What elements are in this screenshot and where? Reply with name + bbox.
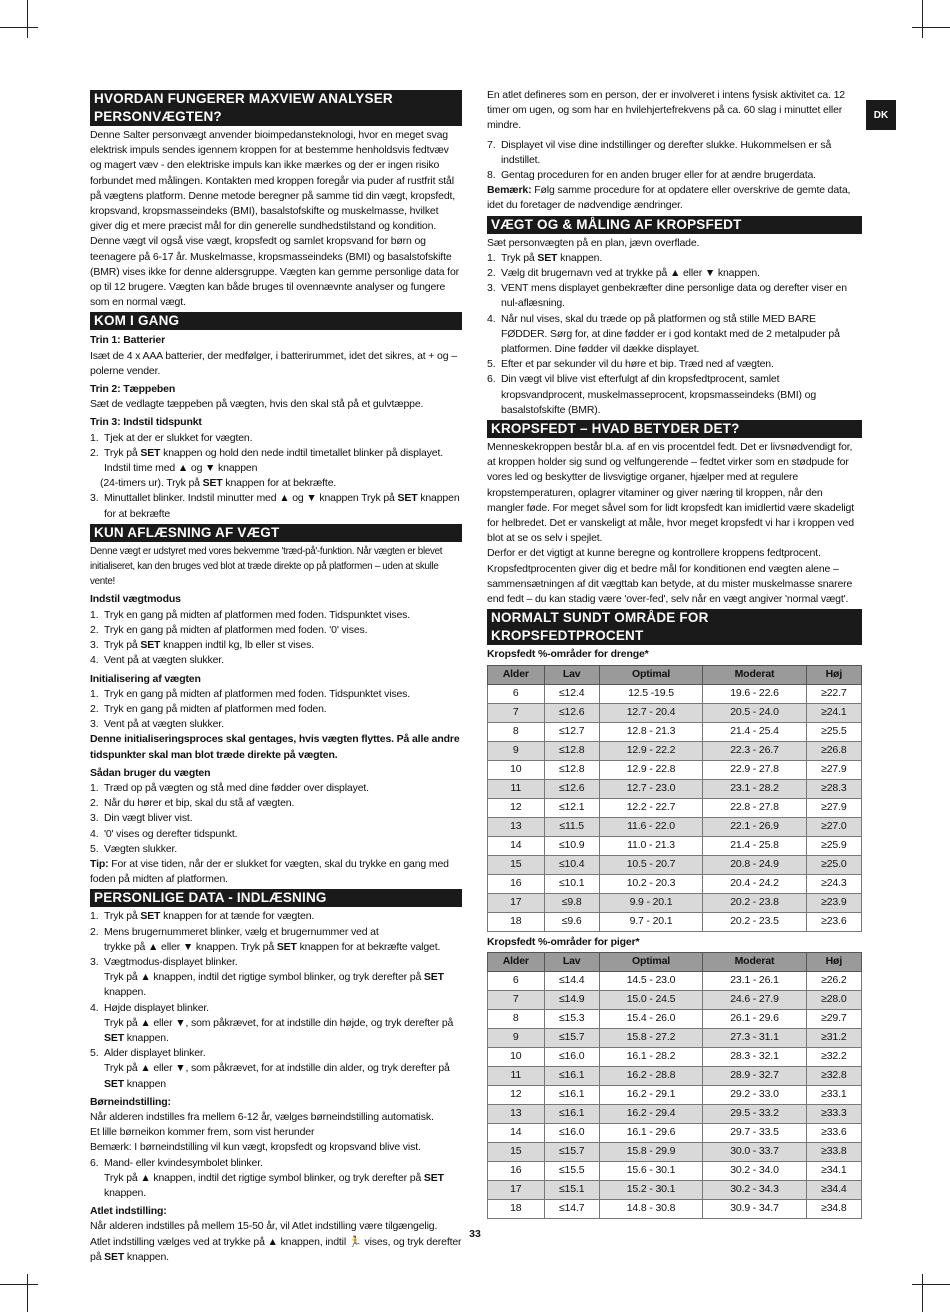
table-cell: 10 bbox=[488, 760, 545, 779]
column-header: Moderat bbox=[703, 952, 806, 971]
subheading: Atlet indstilling: bbox=[90, 1205, 167, 1218]
list-continuation: Tryk på ▲ knappen, indtil det rigtige symbol blinker, og tryk derefter på SET knappen. bbox=[104, 1171, 444, 1199]
crop-mark bbox=[27, 1274, 28, 1312]
table-cell: 16.2 - 29.4 bbox=[599, 1104, 702, 1123]
table-cell: ≤10.9 bbox=[544, 836, 599, 855]
measure-intro: Sæt personvægten på en plan, jævn overflade. bbox=[487, 236, 700, 249]
table-row bbox=[488, 741, 862, 760]
list-item: 1. Træd op på vægten og stå med dine fødder over displayet. bbox=[90, 781, 369, 794]
list-item: 3. Minuttallet blinker. Indstil minutter med ▲ og ▼ knappen Tryk på SET knappen for at bekræfte bbox=[90, 492, 460, 520]
table-cell: 16.1 - 28.2 bbox=[599, 1047, 702, 1066]
table-cell: 9 bbox=[488, 741, 545, 760]
table-header-row bbox=[488, 952, 862, 971]
table-row bbox=[488, 760, 862, 779]
list-item: 2. Mens brugernummeret blinker, vælg et brugernummer ved at bbox=[90, 925, 379, 938]
athlete-text: på SET knappen. bbox=[90, 1250, 169, 1263]
crop-mark bbox=[0, 1284, 38, 1285]
table-cell: 11.6 - 22.0 bbox=[599, 817, 702, 836]
section-heading: KOM I GANG bbox=[90, 312, 462, 330]
table-row bbox=[488, 912, 862, 931]
table-cell: 15.0 - 24.5 bbox=[599, 990, 702, 1009]
table-cell: 12 bbox=[488, 1085, 545, 1104]
table-cell: 14.8 - 30.8 bbox=[599, 1199, 702, 1218]
table-cell: ≤15.7 bbox=[544, 1028, 599, 1047]
list-item: 1. Tjek at der er slukket for vægten. bbox=[90, 431, 253, 444]
table-cell: 12.9 - 22.2 bbox=[599, 741, 702, 760]
table-row bbox=[488, 1085, 862, 1104]
table-cell: 7 bbox=[488, 990, 545, 1009]
table-cell: 8 bbox=[488, 1009, 545, 1028]
table-row bbox=[488, 1104, 862, 1123]
table-cell: 14.5 - 23.0 bbox=[599, 971, 702, 990]
list-item: 3. VENT mens displayet genbekræfter dine personlige data og derefter viser en nul-aflæsning. bbox=[487, 282, 847, 310]
subheading: Indstil vægtmodus bbox=[90, 593, 181, 606]
table-cell: ≥26.8 bbox=[806, 741, 861, 760]
athlete-text: Atlet indstilling vælges ved at trykke på ▲ knappen, indtil 🏃 vises, og tryk derefter bbox=[90, 1235, 462, 1248]
table-row bbox=[488, 1161, 862, 1180]
table-cell: ≥23.9 bbox=[806, 893, 861, 912]
crop-mark bbox=[27, 0, 28, 38]
table-cell: 15 bbox=[488, 1142, 545, 1161]
table-cell: ≥27.9 bbox=[806, 760, 861, 779]
table-cell: 23.1 - 26.1 bbox=[703, 971, 806, 990]
column-header: Moderat bbox=[703, 665, 806, 684]
table-cell: ≥25.9 bbox=[806, 836, 861, 855]
table-cell: 16 bbox=[488, 1161, 545, 1180]
table-cell: ≥26.2 bbox=[806, 971, 861, 990]
table-cell: 20.2 - 23.8 bbox=[703, 893, 806, 912]
table-cell: ≤12.1 bbox=[544, 798, 599, 817]
table-row bbox=[488, 874, 862, 893]
step-text: Isæt de 4 x AAA batterier, der medfølger, i batterirummet, idet det sikres, at + og – polerne vender. bbox=[90, 349, 457, 377]
column-header: Alder bbox=[488, 665, 545, 684]
table-cell: 9.9 - 20.1 bbox=[599, 893, 702, 912]
table-row bbox=[488, 703, 862, 722]
init-note: Denne initialiseringsproces skal gentages, hvis vægten flyttes. På alle andre tidspunkter skal man blot træde direkte på vægten. bbox=[90, 733, 460, 761]
table-cell: ≤15.7 bbox=[544, 1142, 599, 1161]
column-header: Optimal bbox=[599, 665, 702, 684]
page-number: 33 bbox=[469, 1228, 481, 1240]
crop-mark bbox=[912, 1284, 950, 1285]
table-cell: 14 bbox=[488, 1123, 545, 1142]
table-cell: 20.5 - 24.0 bbox=[703, 703, 806, 722]
table-row bbox=[488, 1009, 862, 1028]
table-cell: 30.2 - 34.3 bbox=[703, 1180, 806, 1199]
table-cell: ≤16.0 bbox=[544, 1047, 599, 1066]
table-row bbox=[488, 1047, 862, 1066]
table-cell: 21.4 - 25.4 bbox=[703, 722, 806, 741]
table-cell: 27.3 - 31.1 bbox=[703, 1028, 806, 1047]
column-header: Lav bbox=[544, 665, 599, 684]
language-tab: DK bbox=[866, 100, 896, 130]
table-cell: 29.5 - 33.2 bbox=[703, 1104, 806, 1123]
table-cell: ≤16.0 bbox=[544, 1123, 599, 1142]
table-cell: 30.0 - 33.7 bbox=[703, 1142, 806, 1161]
table-row bbox=[488, 990, 862, 1009]
table-cell: 17 bbox=[488, 1180, 545, 1199]
step-list bbox=[487, 251, 862, 418]
table-cell: 16.1 - 29.6 bbox=[599, 1123, 702, 1142]
crop-mark bbox=[922, 1274, 923, 1312]
subheading: Initialisering af vægten bbox=[90, 672, 201, 685]
table-cell: 14 bbox=[488, 836, 545, 855]
list-item: 3. Vent på at vægten slukker. bbox=[90, 718, 224, 731]
list-item: 4. Højde displayet blinker. bbox=[90, 1001, 209, 1014]
table-cell: ≤16.1 bbox=[544, 1066, 599, 1085]
table-cell: 12.7 - 20.4 bbox=[599, 703, 702, 722]
step-list bbox=[90, 1156, 462, 1171]
table-row bbox=[488, 1028, 862, 1047]
table-cell: ≥27.9 bbox=[806, 798, 861, 817]
table-cell: 16 bbox=[488, 874, 545, 893]
table-cell: 13 bbox=[488, 1104, 545, 1123]
table-row bbox=[488, 836, 862, 855]
table-cell: ≥32.8 bbox=[806, 1066, 861, 1085]
tip-text: Tip: For at vise tiden, når der er slukket for vægten, skal du trykke en gang med foden på midten af platformen. bbox=[90, 857, 449, 886]
intro-paragraph: Denne Salter personvægt anvender bioimpedansteknologi, hvor en meget svag elektrisk impuls sendes igennem kroppen for at bestemme henholdsvis fedtvæv og magert væv - den elektriske impuls kan ikke mærkes og der er ingen risiko forbundet med målingen. Kontakten med kroppen foregår via puder af rustfrit stål på vægtens platform. Denne metode beregner på samme tid din vægt, kropsfedt, kropsvand, kropsmasseindeks (BMI), basalstofskifte og muskelmasse, hvilket giver dig et mere præcist mål for din generelle sundhedstilstand og kondition. Denne vægt vil også vise vægt, kropsfedt og samlet kropsvand for børn og teenagere på 6-17 år. Muskelmasse, kropsmasseindeks (BMI) og basalstofskifte (BMR) vises ikke for denne aldersgruppe. Vægten kan gemme personlige data for op til 12 brugere. Vægten kan både bruges til ovennævnte analyser og fungere som en normal vægt. bbox=[90, 129, 459, 309]
table-cell: ≤12.8 bbox=[544, 760, 599, 779]
list-item: 7. Displayet vil vise dine indstillinger og derefter slukke. Hukommelsen er så indstillet. bbox=[487, 138, 832, 166]
table-cell: 16.2 - 29.1 bbox=[599, 1085, 702, 1104]
table-cell: 30.2 - 34.0 bbox=[703, 1161, 806, 1180]
table-cell: ≤14.4 bbox=[544, 971, 599, 990]
table-cell: ≤9.6 bbox=[544, 912, 599, 931]
section-heading: HVORDAN FUNGERER MAXVIEW ANALYSER PERSONVÆGTEN? bbox=[90, 90, 462, 126]
list-item: 2. Tryk en gang på midten af platformen med foden. bbox=[90, 702, 327, 715]
table-cell: 8 bbox=[488, 722, 545, 741]
table-cell: 12 bbox=[488, 798, 545, 817]
table-row bbox=[488, 1123, 862, 1142]
table-cell: 19.6 - 22.6 bbox=[703, 684, 806, 703]
subheading: Børneindstilling: bbox=[90, 1095, 171, 1108]
table-cell: 12.7 - 23.0 bbox=[599, 779, 702, 798]
list-item: 2. Når du hører et bip, skal du stå af vægten. bbox=[90, 797, 295, 810]
table-cell: 18 bbox=[488, 912, 545, 931]
list-item: 1. Tryk en gang på midten af platformen med foden. Tidspunktet vises. bbox=[90, 608, 411, 621]
step-title: Trin 3: Indstil tidspunkt bbox=[90, 416, 202, 429]
table-cell: ≥27.0 bbox=[806, 817, 861, 836]
table-cell: 29.2 - 33.0 bbox=[703, 1085, 806, 1104]
table-cell: ≤15.5 bbox=[544, 1161, 599, 1180]
list-item: 3. Tryk på SET knappen indtil kg, lb eller st vises. bbox=[90, 639, 314, 652]
list-item: 2. Vælg dit brugernavn ved at trykke på ▲ eller ▼ knappen. bbox=[487, 267, 760, 280]
athlete-definition: En atlet defineres som en person, der er involveret i intens fysisk aktivitet ca. 12 timer om ugen, og som har en hvilehjertefrekvens på ca. 60 slag i minuttet eller mindre. bbox=[487, 89, 845, 132]
list-continuation: (24-timers ur). Tryk på SET knappen for at bekræfte. bbox=[100, 477, 337, 490]
table-row bbox=[488, 817, 862, 836]
table-cell: ≥33.3 bbox=[806, 1104, 861, 1123]
table-cell: 10 bbox=[488, 1047, 545, 1066]
table-caption: Kropsfedt %-områder for drenge* bbox=[487, 648, 649, 661]
table-cell: ≤15.3 bbox=[544, 1009, 599, 1028]
list-item: 4. Vent på at vægten slukker. bbox=[90, 654, 224, 667]
table-cell: ≤10.1 bbox=[544, 874, 599, 893]
table-cell: 9.7 - 20.1 bbox=[599, 912, 702, 931]
list-item: 5. Efter et par sekunder vil du høre et bip. Træd ned af vægten. bbox=[487, 358, 774, 371]
step-title: Trin 1: Batterier bbox=[90, 334, 166, 347]
table-row bbox=[488, 893, 862, 912]
table-cell: 15.4 - 26.0 bbox=[599, 1009, 702, 1028]
table-cell: ≤12.4 bbox=[544, 684, 599, 703]
table-cell: 12.8 - 21.3 bbox=[599, 722, 702, 741]
table-cell: ≥34.1 bbox=[806, 1161, 861, 1180]
table-cell: ≥29.7 bbox=[806, 1009, 861, 1028]
table-cell: ≥33.1 bbox=[806, 1085, 861, 1104]
list-item: 1. Tryk en gang på midten af platformen med foden. Tidspunktet vises. bbox=[90, 687, 411, 700]
table-cell: 15.2 - 30.1 bbox=[599, 1180, 702, 1199]
list-item: 3. Vægtmodus-displayet blinker. bbox=[90, 955, 238, 968]
step-list bbox=[90, 909, 462, 939]
list-item: 6. Mand- eller kvindesymbolet blinker. bbox=[90, 1156, 263, 1169]
column-header: Lav bbox=[544, 952, 599, 971]
table-cell: 12.5 -19.5 bbox=[599, 684, 702, 703]
step-list bbox=[90, 431, 462, 477]
step-list bbox=[90, 955, 462, 970]
table-cell: 18 bbox=[488, 1199, 545, 1218]
list-continuation: Tryk på ▲ knappen, indtil det rigtige symbol blinker, og tryk derefter på SET knappen. bbox=[104, 971, 444, 999]
table-cell: 28.9 - 32.7 bbox=[703, 1066, 806, 1085]
list-continuation: trykke på ▲ eller ▼ knappen. Tryk på SET knappen for at bekræfte valget. bbox=[104, 940, 441, 953]
table-row bbox=[488, 798, 862, 817]
table-cell: ≤14.9 bbox=[544, 990, 599, 1009]
column-header: Høj bbox=[806, 665, 861, 684]
child-text: Når alderen indstilles fra mellem 6-12 år, vælges børneindstilling automatisk. bbox=[90, 1110, 434, 1123]
note-text: Bemærk: Følg samme procedure for at opdatere eller overskrive de gemte data, idet du foretager de nødvendige ændringer. bbox=[487, 184, 851, 212]
list-item: 1. Tryk på SET knappen for at tænde for vægten. bbox=[90, 910, 315, 923]
table-cell: ≤16.1 bbox=[544, 1085, 599, 1104]
table-cell: 11 bbox=[488, 779, 545, 798]
step-list bbox=[90, 1046, 462, 1061]
step-list bbox=[90, 491, 462, 521]
table-cell: ≤12.6 bbox=[544, 703, 599, 722]
list-item: 2. Tryk på SET knappen og hold den nede indtil timetallet blinker på displayet. Indstil time med ▲ og ▼ knappen bbox=[90, 446, 444, 475]
table-cell: ≤9.8 bbox=[544, 893, 599, 912]
body-fat-paragraph: Menneskekroppen består bl.a. af en vis procentdel fedt. Det er livsnødvendigt for, at kroppen holder sig sund og velfungerende – fedtet virker som en stødpude for vores led og beskytter de livsvigtige organer, hjælper med at regulere kropstemperaturen, oplagrer vitaminer og giver næring til kroppen, når den mangler føde. For meget såvel som for lidt kropsfedt kan imidlertid være skadeligt for helbredet. Det er vanskeligt at måle, hvor meget kropsfedt vi har i kroppen ved blot at se os selv i spejlet. bbox=[487, 441, 855, 545]
table-cell: 20.4 - 24.2 bbox=[703, 874, 806, 893]
table-row bbox=[488, 1199, 862, 1218]
table-cell: 22.9 - 27.8 bbox=[703, 760, 806, 779]
girls-table bbox=[487, 952, 862, 1219]
list-item: 4. Når nul vises, skal du træde op på platformen og stå stille MED BARE FØDDER. Sørg for, at dine fødder er i god kontakt med de 2 metalpuder på platformen. Dine fødder vil dække displayet. bbox=[487, 312, 840, 356]
step-list bbox=[90, 781, 462, 857]
table-cell: ≥24.3 bbox=[806, 874, 861, 893]
column-header: Alder bbox=[488, 952, 545, 971]
table-caption: Kropsfedt %-områder for piger* bbox=[487, 935, 640, 948]
column-header: Optimal bbox=[599, 952, 702, 971]
table-cell: 16.2 - 28.8 bbox=[599, 1066, 702, 1085]
table-cell: 22.8 - 27.8 bbox=[703, 798, 806, 817]
table-cell: ≥23.6 bbox=[806, 912, 861, 931]
table-cell: 11.0 - 21.3 bbox=[599, 836, 702, 855]
table-cell: ≤16.1 bbox=[544, 1104, 599, 1123]
list-item: 6. Din vægt vil blive vist efterfulgt af din kropsfedtprocent, samlet kropsvandprocent, muskelmasseprocent, kropsmasseindeks (BMI) og basalstofskifte (BMR). bbox=[487, 373, 817, 416]
table-cell: 12.9 - 22.8 bbox=[599, 760, 702, 779]
child-text: Bemærk: I børneindstilling vil kun vægt, kropsfedt og kropsvand blive vist. bbox=[90, 1141, 421, 1154]
table-row bbox=[488, 855, 862, 874]
table-cell: 15.6 - 30.1 bbox=[599, 1161, 702, 1180]
table-cell: 30.9 - 34.7 bbox=[703, 1199, 806, 1218]
table-cell: ≥24.1 bbox=[806, 703, 861, 722]
table-cell: ≥34.8 bbox=[806, 1199, 861, 1218]
table-cell: 11 bbox=[488, 1066, 545, 1085]
step-list bbox=[90, 687, 462, 733]
table-cell: ≤15.1 bbox=[544, 1180, 599, 1199]
table-cell: 21.4 - 25.8 bbox=[703, 836, 806, 855]
table-row bbox=[488, 1142, 862, 1161]
step-title: Trin 2: Tæppeben bbox=[90, 383, 176, 396]
section-heading: PERSONLIGE DATA - INDLÆSNING bbox=[90, 889, 462, 907]
table-cell: 26.1 - 29.6 bbox=[703, 1009, 806, 1028]
crop-mark bbox=[0, 27, 38, 28]
table-row bbox=[488, 779, 862, 798]
list-item: 5. Vægten slukker. bbox=[90, 842, 178, 855]
step-list bbox=[90, 608, 462, 669]
table-cell: ≥31.2 bbox=[806, 1028, 861, 1047]
table-row bbox=[488, 1066, 862, 1085]
left-column bbox=[90, 88, 462, 1265]
table-cell: ≤10.4 bbox=[544, 855, 599, 874]
list-continuation: Tryk på ▲ eller ▼, som påkrævet, for at indstille din højde, og tryk derefter på SET knappen. bbox=[104, 1016, 454, 1044]
step-on-paragraph: Denne vægt er udstyret med vores bekvemme 'træd-på'-funktion. Når vægten er blevet initialiseret, kan den bruges ved blot at træde direkte op på platformen – uden at skulle vente! bbox=[90, 545, 443, 588]
step-list bbox=[90, 1001, 462, 1016]
table-cell: ≤12.8 bbox=[544, 741, 599, 760]
child-text: Et lille børneikon kommer frem, som vist herunder bbox=[90, 1126, 315, 1139]
list-item: 8. Gentag proceduren for en anden bruger eller for at ændre brugerdata. bbox=[487, 169, 816, 182]
table-row bbox=[488, 722, 862, 741]
section-heading: NORMALT SUNDT OMRÅDE FOR KROPSFEDTPROCENT bbox=[487, 609, 862, 645]
table-cell: ≤14.7 bbox=[544, 1199, 599, 1218]
table-cell: ≥33.6 bbox=[806, 1123, 861, 1142]
table-cell: 15 bbox=[488, 855, 545, 874]
table-cell: ≥28.3 bbox=[806, 779, 861, 798]
table-cell: 20.2 - 23.5 bbox=[703, 912, 806, 931]
crop-mark bbox=[912, 27, 950, 28]
right-column bbox=[487, 88, 862, 1222]
section-heading: VÆGT OG & MÅLING AF KROPSFEDT bbox=[487, 216, 862, 234]
section-heading: KROPSFEDT – HVAD BETYDER DET? bbox=[487, 420, 862, 438]
step-text: Sæt de vedlagte tæppeben på vægten, hvis den skal stå på et gulvtæppe. bbox=[90, 398, 424, 411]
crop-mark bbox=[922, 0, 923, 38]
table-cell: 28.3 - 32.1 bbox=[703, 1047, 806, 1066]
column-header: Høj bbox=[806, 952, 861, 971]
table-cell: ≥33.8 bbox=[806, 1142, 861, 1161]
table-cell: ≥32.2 bbox=[806, 1047, 861, 1066]
table-header-row bbox=[488, 665, 862, 684]
table-cell: 10.2 - 20.3 bbox=[599, 874, 702, 893]
table-cell: ≥22.7 bbox=[806, 684, 861, 703]
table-cell: 17 bbox=[488, 893, 545, 912]
table-cell: 9 bbox=[488, 1028, 545, 1047]
table-cell: ≥25.0 bbox=[806, 855, 861, 874]
table-cell: 15.8 - 29.9 bbox=[599, 1142, 702, 1161]
table-row bbox=[488, 684, 862, 703]
subheading: Sådan bruger du vægten bbox=[90, 766, 211, 779]
table-cell: 10.5 - 20.7 bbox=[599, 855, 702, 874]
table-cell: ≤11.5 bbox=[544, 817, 599, 836]
table-cell: 29.7 - 33.5 bbox=[703, 1123, 806, 1142]
list-item: 4. '0' vises og derefter tidspunkt. bbox=[90, 827, 238, 840]
table-cell: 13 bbox=[488, 817, 545, 836]
table-cell: 12.2 - 22.7 bbox=[599, 798, 702, 817]
table-cell: ≥28.0 bbox=[806, 990, 861, 1009]
list-item: 5. Alder displayet blinker. bbox=[90, 1047, 206, 1060]
list-item: 2. Tryk en gang på midten af platformen med foden. '0' vises. bbox=[90, 623, 368, 636]
step-list bbox=[487, 138, 862, 184]
table-cell: 6 bbox=[488, 684, 545, 703]
list-item: 3. Din vægt bliver vist. bbox=[90, 812, 193, 825]
table-row bbox=[488, 971, 862, 990]
table-cell: 7 bbox=[488, 703, 545, 722]
table-cell: ≤12.6 bbox=[544, 779, 599, 798]
table-cell: 6 bbox=[488, 971, 545, 990]
table-cell: ≥34.4 bbox=[806, 1180, 861, 1199]
table-row bbox=[488, 1180, 862, 1199]
table-cell: 22.3 - 26.7 bbox=[703, 741, 806, 760]
table-cell: 15.8 - 27.2 bbox=[599, 1028, 702, 1047]
table-cell: ≥25.5 bbox=[806, 722, 861, 741]
section-heading: KUN AFLÆSNING AF VÆGT bbox=[90, 524, 462, 542]
table-cell: 20.8 - 24.9 bbox=[703, 855, 806, 874]
table-cell: ≤12.7 bbox=[544, 722, 599, 741]
list-continuation: Tryk på ▲ eller ▼, som påkrævet, for at indstille din alder, og tryk derefter på SET knappen bbox=[104, 1062, 450, 1090]
body-fat-paragraph: Derfor er det vigtigt at kunne beregne og kontrollere kroppens fedtprocent. Kropsfedtprocenten giver dig et bedre mål for konditionen end vægten alene – sammensætningen af dit vægttab kan betyde, at du mister muskelmasse snarere end fedt – du kan stadig være 'over-fed', selv når en vægt angiver 'normal vægt'. bbox=[487, 547, 853, 606]
table-cell: 24.6 - 27.9 bbox=[703, 990, 806, 1009]
athlete-text: Når alderen indstilles på mellem 15-50 år, vil Atlet indstilling være tilgængelig. bbox=[90, 1220, 438, 1233]
boys-table bbox=[487, 665, 862, 932]
table-cell: 23.1 - 28.2 bbox=[703, 779, 806, 798]
table-cell: 22.1 - 26.9 bbox=[703, 817, 806, 836]
list-item: 1. Tryk på SET knappen. bbox=[487, 251, 603, 264]
